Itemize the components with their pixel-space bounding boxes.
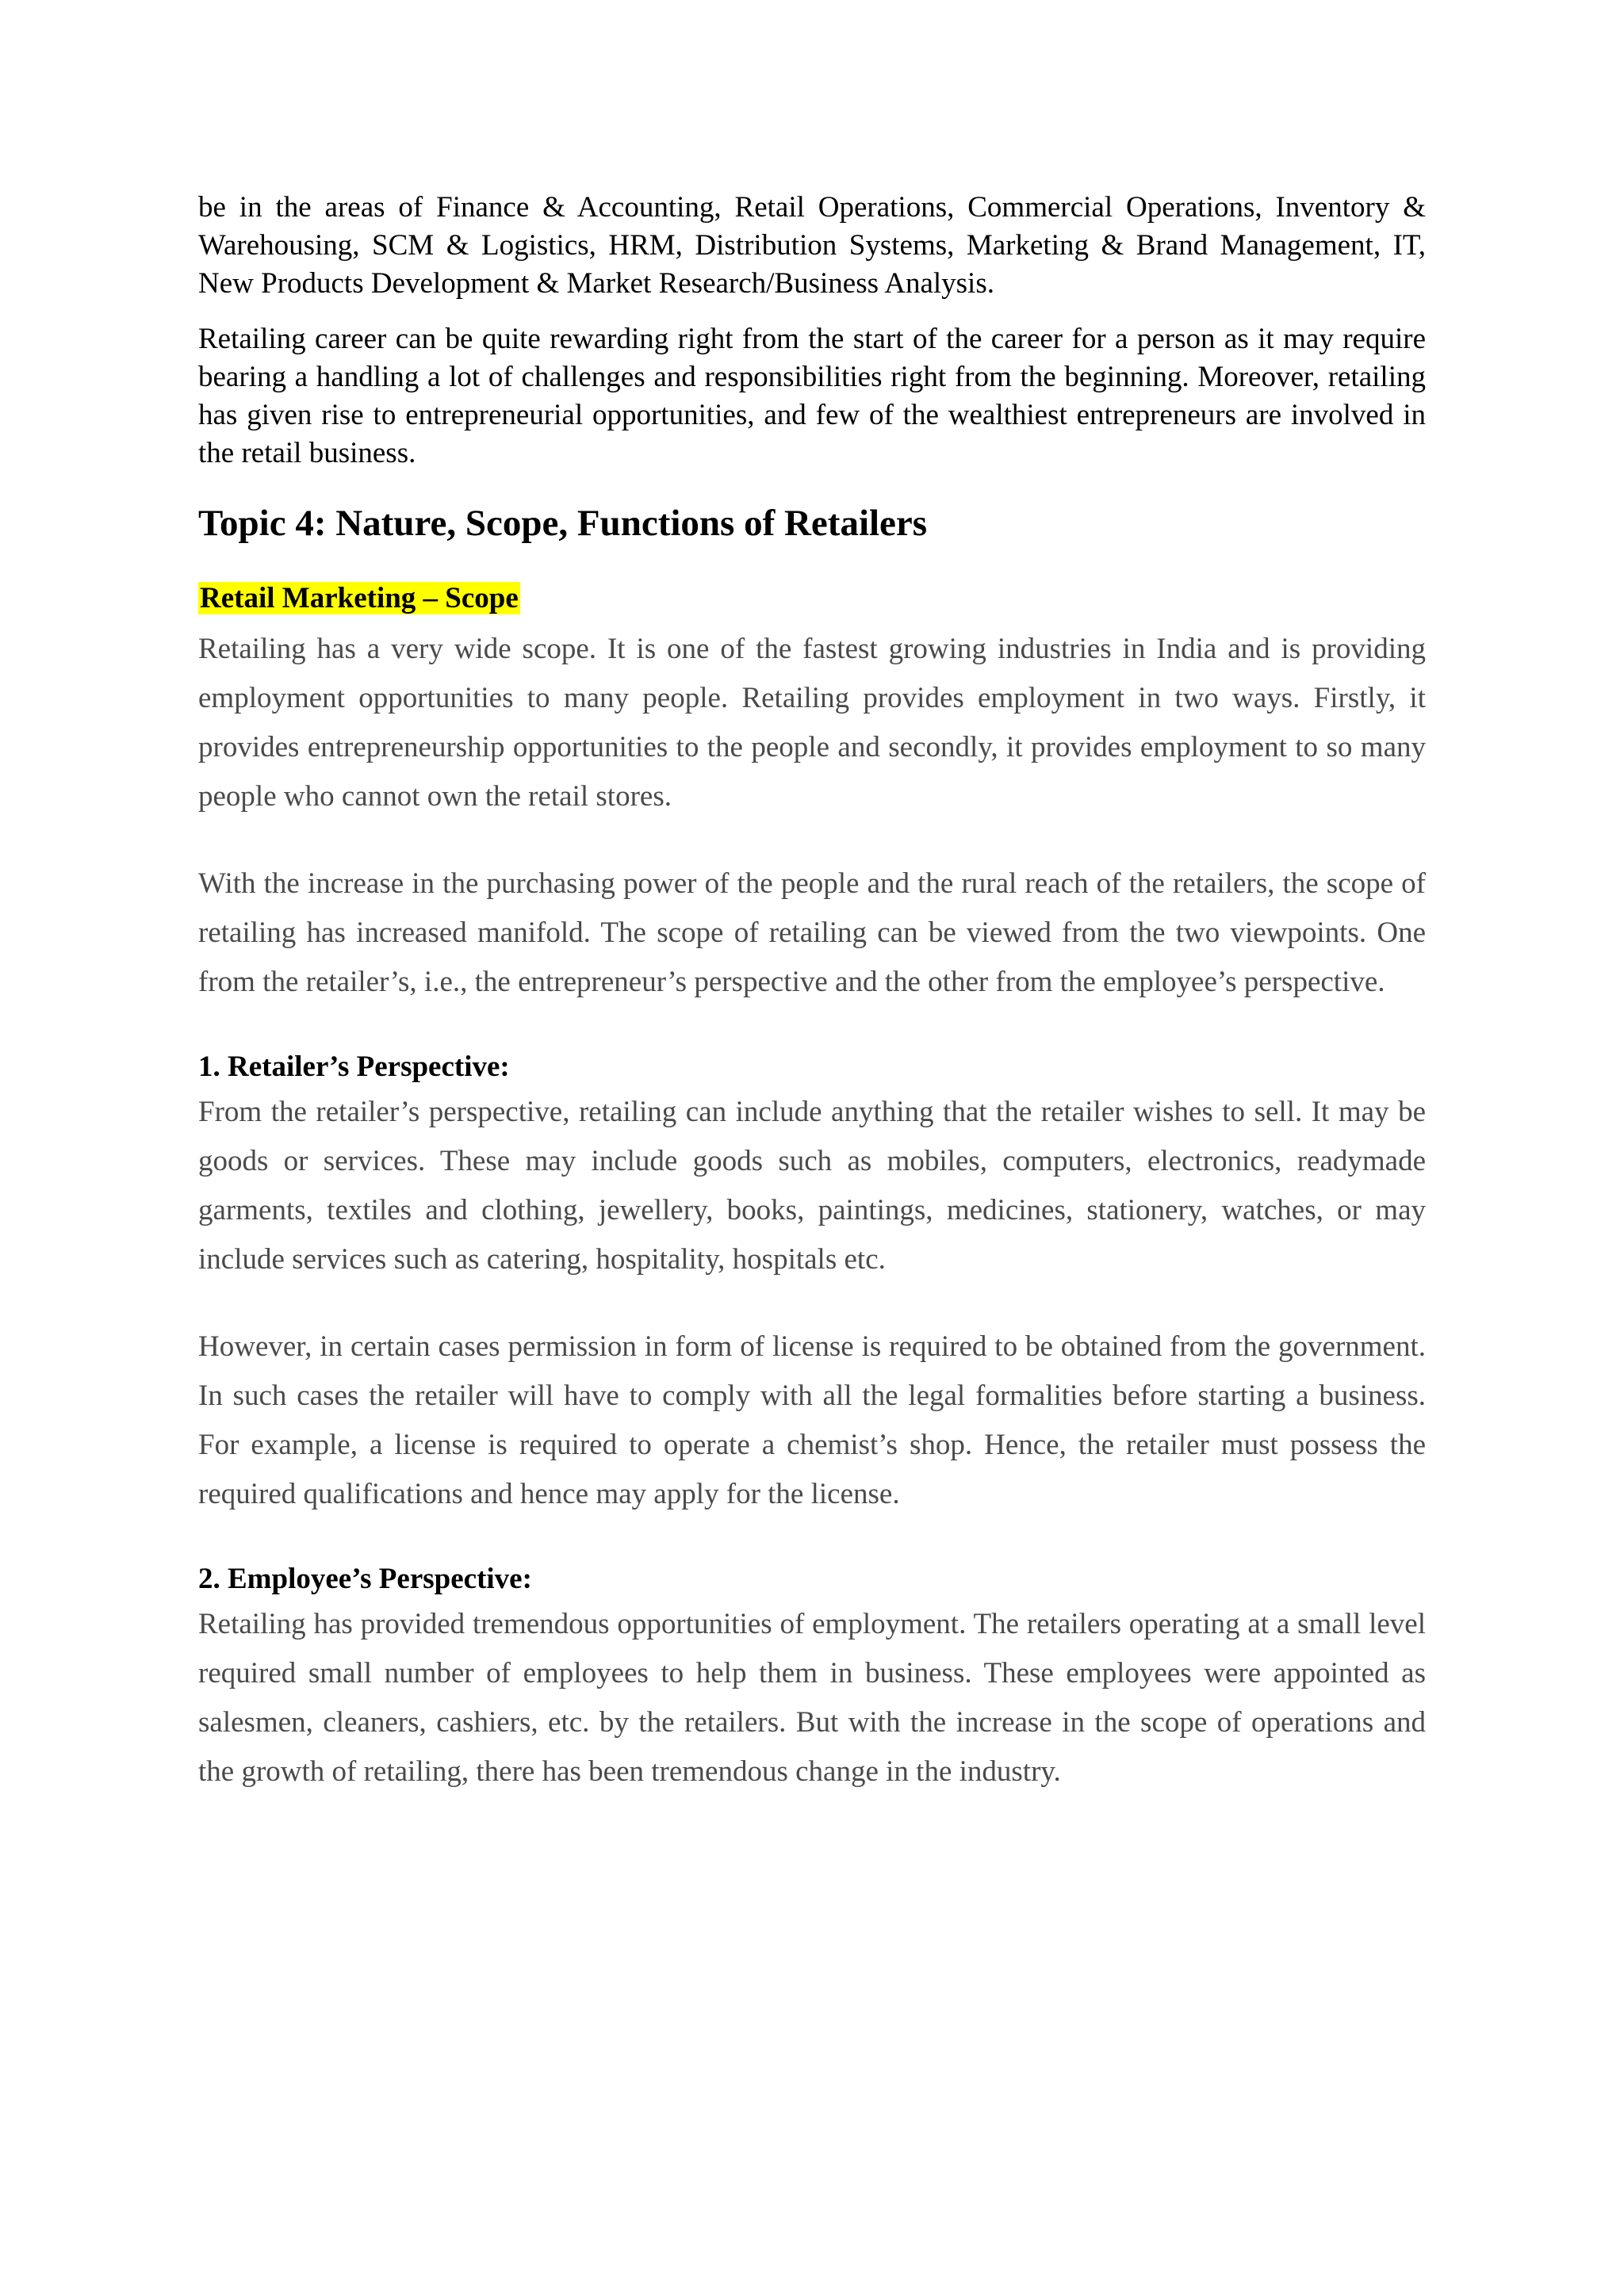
scope-heading (198, 579, 1426, 618)
scope-heading-text: Retail Marketing – Scope (200, 582, 519, 614)
document-page (198, 189, 1426, 1797)
topic-heading: Topic 4: Nature, Scope, Functions of Retailers (198, 503, 928, 544)
employee-perspective-heading: 2. Employee’s Perspective: (198, 1563, 532, 1595)
employee-paragraph-1: Retailing has provided tremendous opportunities of employment. The retailers operating at a small level required small number of employees to help them in business. These employees were appointed as salesmen, cleaners, cashiers, etc. by the retailers. But with the increase in the scope of operations and the growth of retailing, there has been tremendous change in the industry. (198, 1608, 1426, 1788)
retailer-paragraph-1: From the retailer’s perspective, retailing can include anything that the retailer wishes to sell. It may be goods or services. These may include goods such as mobiles, computers, electronics, readymade garments, textiles and clothing, jewellery, books, paintings, medicines, stationery, watches, or may include services such as catering, hospitality, hospitals etc. (198, 1096, 1426, 1276)
intro-paragraph-2: Retailing career can be quite rewarding right from the start of the career for a person as it may require bearing a handling a lot of challenges and responsibilities right from the beginning. Moreover, retailing has given rise to entrepreneurial opportunities, and few of the wealthiest entrepreneurs are involved in the retail business. (198, 323, 1426, 469)
scope-paragraph-2: With the increase in the purchasing power of the people and the rural reach of the retailers, the scope of retailing has increased manifold. The scope of retailing can be viewed from the two viewpoints. One from the retailer’s, i.e., the entrepreneur’s perspective and the other from the employee’s perspective. (198, 867, 1426, 998)
retailer-paragraph-2: However, in certain cases permission in form of license is required to be obtained from the government. In such cases the retailer will have to comply with all the legal formalities before starting a business. For example, a license is required to operate a chemist’s shop. Hence, the retailer must possess the required qualifications and hence may apply for the license. (198, 1330, 1426, 1510)
intro-paragraph-1: be in the areas of Finance & Accounting, Retail Operations, Commercial Operations, Inventory & Warehousing, SCM & Logistics, HRM, Distribution Systems, Marketing & Brand Management, IT, New Products Development & Market Research/Business Analysis. (198, 191, 1426, 300)
scope-paragraph-1: Retailing has a very wide scope. It is one of the fastest growing industries in India and is providing employment opportunities to many people. Retailing provides employment in two ways. Firstly, it provides entrepreneurship opportunities to the people and secondly, it provides employment to so many people who cannot own the retail stores. (198, 633, 1426, 813)
retailer-perspective-heading: 1. Retailer’s Perspective: (198, 1050, 510, 1083)
